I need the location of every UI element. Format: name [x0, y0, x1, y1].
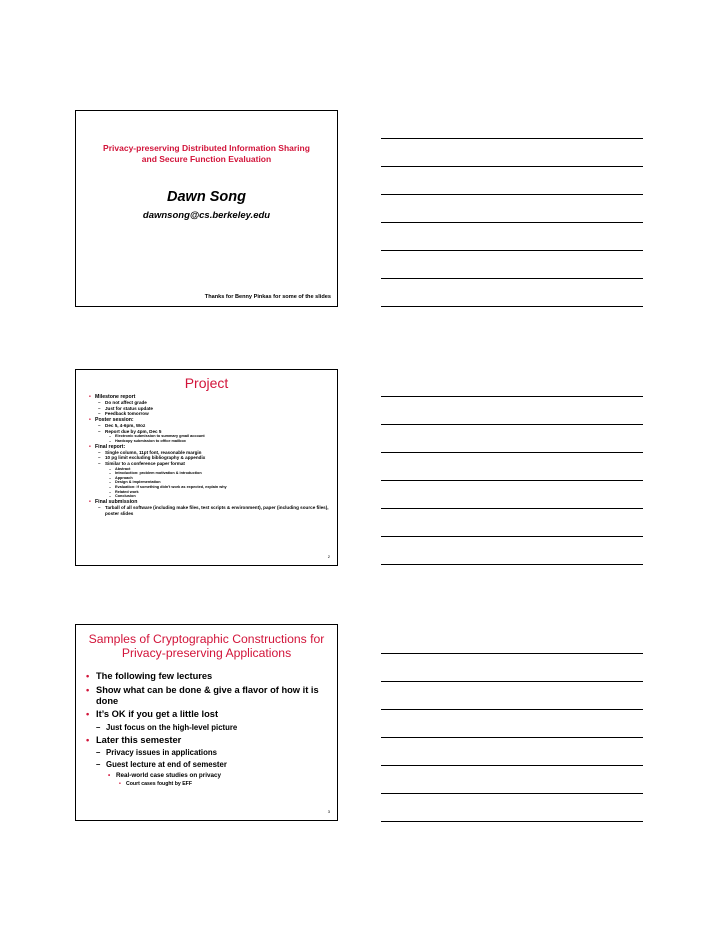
- bullet-item: – Approach: [89, 476, 331, 481]
- note-line: [381, 424, 643, 425]
- bullet-item: • It’s OK if you get a little lost: [86, 709, 329, 720]
- note-line: [381, 681, 643, 682]
- slide-3-title-line-1: Samples of Cryptographic Constructions for: [88, 632, 325, 646]
- bullet-item: – Design & implementation: [89, 480, 331, 485]
- note-line: [381, 278, 643, 279]
- note-line: [381, 508, 643, 509]
- note-line: [381, 138, 643, 139]
- note-line: [381, 737, 643, 738]
- bullet-item: • Poster session:: [89, 417, 331, 423]
- bullet-item: • Court cases fought by EFF: [86, 781, 329, 788]
- bullet-item: • Real-world case studies on privacy: [86, 772, 329, 780]
- slide-1-title-line-1: Privacy-preserving Distributed Information Sharing: [103, 143, 310, 153]
- bullet-item: – Evaluation: if something didn't work as expected, explain why: [89, 485, 331, 490]
- note-line: [381, 166, 643, 167]
- slide-2-bullet-list: [89, 394, 331, 516]
- slide-2-page-number: 2: [327, 554, 330, 559]
- note-line: [381, 194, 643, 195]
- note-line: [381, 306, 643, 307]
- bullet-item: – Introduction: problem motivation & introduction: [89, 471, 331, 476]
- note-line: [381, 250, 643, 251]
- note-line: [381, 536, 643, 537]
- bullet-item: • Milestone report: [89, 394, 331, 400]
- slide-3: [75, 624, 338, 821]
- note-line: [381, 480, 643, 481]
- bullet-item: – Report due by 4pm, Dec 5: [89, 429, 331, 435]
- author-email: dawnsong@cs.berkeley.edu: [142, 210, 271, 221]
- slide-3-bullet-list: [86, 671, 329, 788]
- acknowledgement: Thanks for Benny Pinkas for some of the slides: [204, 294, 331, 300]
- bullet-item: • Later this semester: [86, 735, 329, 746]
- bullet-item: – Just focus on the high-level picture: [86, 723, 329, 733]
- author-name: Dawn Song: [167, 189, 246, 205]
- bullet-item: – Do not affect grade: [89, 400, 331, 406]
- bullet-item: – Single column, 11pt font, reasonable margin: [89, 450, 331, 456]
- note-line: [381, 793, 643, 794]
- slide-3-title-line-2: Privacy-preserving Applications: [121, 646, 292, 660]
- bullet-item: • Final report:: [89, 444, 331, 450]
- note-line: [381, 396, 643, 397]
- note-line: [381, 452, 643, 453]
- bullet-item: – Feedback tomorrow: [89, 411, 331, 417]
- note-line: [381, 222, 643, 223]
- note-line: [381, 564, 643, 565]
- slide-2: [75, 369, 338, 566]
- slide-2-title: Project: [184, 375, 229, 391]
- bullet-item: • Final submission: [89, 499, 331, 505]
- note-line: [381, 821, 643, 822]
- slide-3-page-number: 3: [327, 809, 330, 814]
- bullet-item: – Tarball of all software (including make files, test scripts & environment), paper (including source files), poster slides: [89, 505, 331, 516]
- bullet-item: – 10 pg limit excluding bibliography & appendix: [89, 455, 331, 461]
- bullet-item: – Similar to a conference paper format: [89, 461, 331, 467]
- note-line: [381, 709, 643, 710]
- note-line: [381, 765, 643, 766]
- bullet-item: – Guest lecture at end of semester: [86, 760, 329, 770]
- bullet-item: – Privacy issues in applications: [86, 748, 329, 758]
- bullet-item: – Abstract: [89, 467, 331, 472]
- slide-1-title-line-2: and Secure Function Evaluation: [141, 154, 272, 164]
- bullet-item: – Just for status update: [89, 406, 331, 412]
- bullet-item: – Conclusion: [89, 494, 331, 499]
- bullet-item: – Electronic submission to summary gmail account: [89, 434, 331, 439]
- bullet-item: • Show what can be done & give a flavor of how it is done: [86, 685, 329, 707]
- slide-1: [75, 110, 338, 307]
- bullet-item: – Dec 5, 4-6pm, Woz: [89, 423, 331, 429]
- note-line: [381, 653, 643, 654]
- bullet-item: • The following few lectures: [86, 671, 329, 682]
- bullet-item: – Hardcopy submission to office mailbox: [89, 439, 331, 444]
- bullet-item: – Related work: [89, 490, 331, 495]
